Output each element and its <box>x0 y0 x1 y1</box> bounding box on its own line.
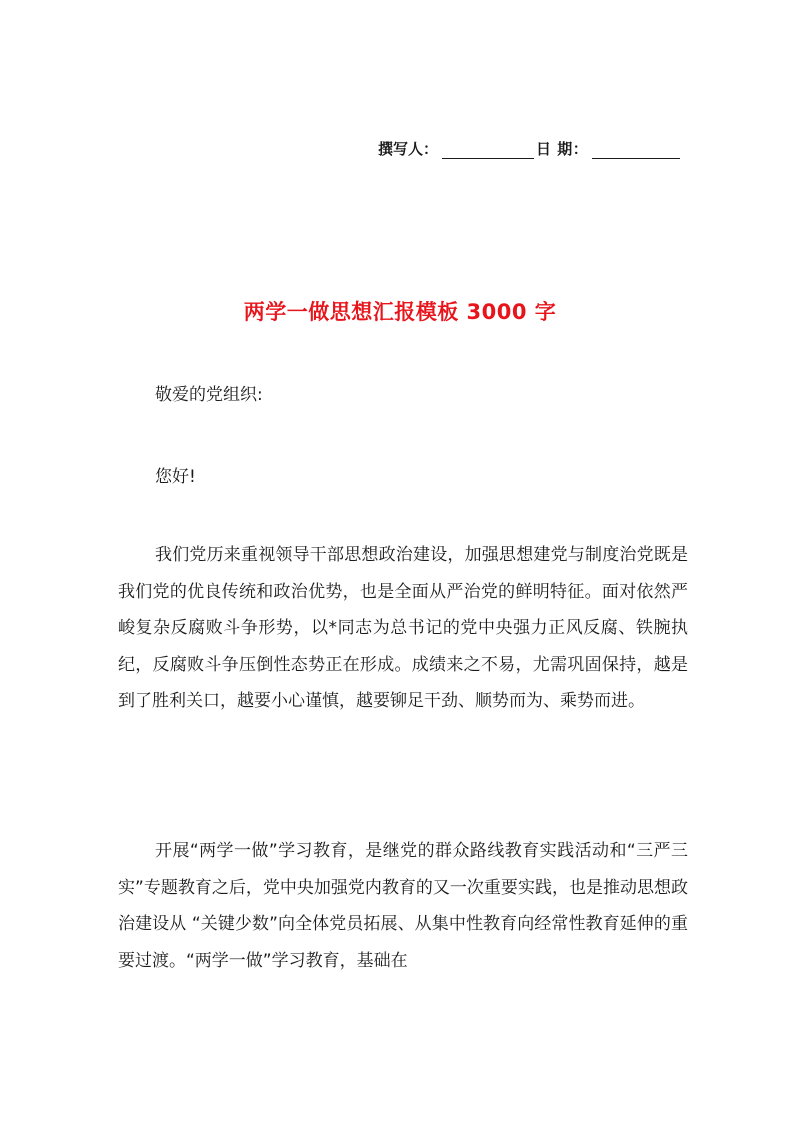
date-label: 日 期： <box>536 140 589 158</box>
author-date-line <box>378 138 680 159</box>
greeting: 您好! <box>155 467 196 487</box>
author-label: 撰写人： <box>378 140 439 158</box>
author-blank-field <box>442 142 534 159</box>
body-paragraph-1: 我们党历来重视领导干部思想政治建设，加强思想建党与制度治党既是我们党的优良传统和政治优势，也是全面从严治党的鲜明特征。面对依然严峻复杂反腐败斗争形势，以*同志为总书记的党中央强力正风反腐、铁腕执纪，反腐败斗争压倒性态势正在形成。成绩来之不易，尤需巩固保持，越是到了胜利关口，越要小心谨慎，越要铆足干劲、顺势而为、乘势而进。 <box>118 545 688 711</box>
date-blank-field <box>592 142 680 159</box>
body-paragraph-2: 开展“两学一做”学习教育，是继党的群众路线教育实践活动和“三严三实”专题教育之后，党中央加强党内教育的又一次重要实践，也是推动思想政治建设从 “关键少数”向全体党员拓展、从集中性教育向经常性教育延伸的重要过渡。“两学一做”学习教育，基础在 <box>118 841 688 971</box>
salutation: 敬爱的党组织: <box>155 385 263 405</box>
document-title: 两学一做思想汇报模板 3000 字 <box>243 300 557 324</box>
